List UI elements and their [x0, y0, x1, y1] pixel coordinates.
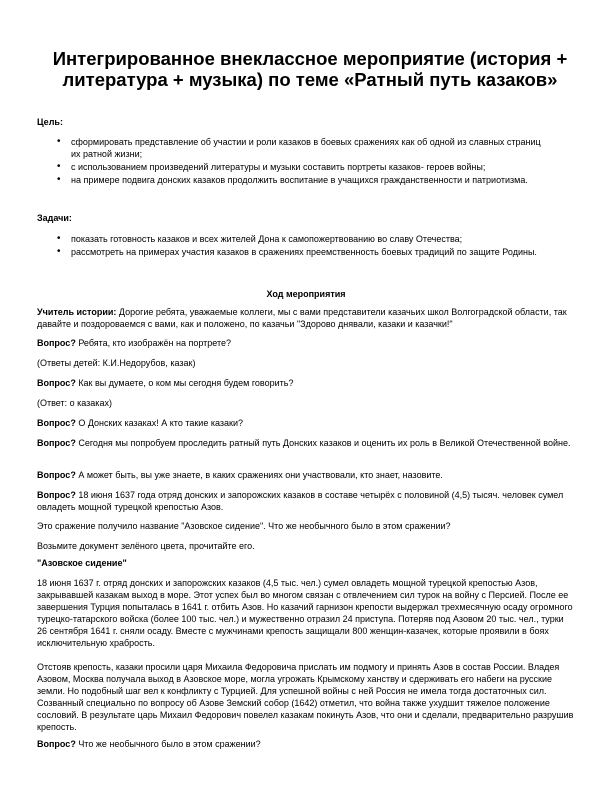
list-item: • сформировать представление об участии и роли казаков в боевых сражениях как об одной из славных страниц их ратной жизни;: [60, 136, 550, 160]
speaker: Вопрос?: [37, 490, 76, 500]
line-text: Ребята, кто изображён на портрете?: [75, 338, 231, 348]
document-paragraph: 18 июня 1637 г. отряд донских и запорожских казаков (4,5 тыс. чел.) сумел овладеть мощной турецкой крепостью Азов, закрывавшей казакам выход в море. Этот успех был во многом связан с отвлечением сил турок на войну с Персией. После ее завершения Турция попыталась в 1641 г. отбить Азов. Но казачий гарнизон крепости выдержал трехмесячную осаду огромного турецко-татарского войска (более 100 тыс. чел.) и мужественно отразил 24 приступа. Потеряв под Азовом 20 тыс. чел., турки 26 сентября 1641 г. сняли осаду. Вместе с мужчинами крепость защищали 800 женщин-казачек, которые проявили в боях исключительную храбрость.: [37, 578, 573, 648]
dialogue-line: [37, 306, 575, 330]
list-item: • на примере подвига донских казаков продолжить воспитание в учащихся гражданственности и патриотизма.: [60, 174, 550, 186]
document-paragraph: Отстояв крепость, казаки просили царя Михаила Федоровича прислать им подмогу и принять Азов в состав России. Владея Азовом, Москва получала выход в Азовское море, могла угрожать Крымскому ханству и сдерживать его набеги на русские земли. Но подобный шаг вел к конфликту с Турцией. Для успешной войны с ней Россия не имела тогда достаточных сил. Созванный специально по вопросу об Азове Земский собор (1642) отметил, что война также ухудшит тяжелое положение сословий. В результате царь Михаил Федорович повелел казакам покинуть Азов, что они и сделали, предварительно разрушив крепость.: [37, 662, 574, 732]
dialogue-line: [37, 337, 575, 349]
speaker: Учитель истории:: [37, 307, 117, 317]
dialogue-line: [37, 469, 575, 481]
line-text: (Ответы детей: К.И.Недорубов, казак): [37, 358, 196, 368]
line-text: А может быть, вы уже знаете, в каких сражениях они участвовали, кто знает, назовите.: [75, 470, 443, 480]
tasks-label: Задачи:: [37, 213, 72, 223]
line-text: Дорогие ребята, уважаемые коллеги, мы с вами представители казачьих школ Волгоградской области, так давайте и поздороваемся с вами, как и положено, по казачьи "Здорово днявали, казаки и казачки!": [37, 307, 567, 329]
speaker: Вопрос?: [37, 470, 76, 480]
speaker: Вопрос?: [37, 438, 76, 448]
dialogue-line: [37, 357, 575, 369]
line-text: (Ответ: о казаках): [37, 398, 112, 408]
speaker: Вопрос?: [37, 418, 76, 428]
line-text: Возьмите документ зелёного цвета, прочитайте его.: [37, 541, 255, 551]
line-text: О Донских казаках! А кто такие казаки?: [75, 418, 243, 428]
document-subtitle: "Азовское сидение": [37, 558, 127, 568]
tasks-list: [60, 233, 550, 259]
speaker: Вопрос?: [37, 378, 76, 388]
goal-label: Цель:: [37, 117, 63, 127]
dialogue-line: [37, 417, 575, 429]
dialogue-line: [37, 540, 575, 552]
dialogue-line: [37, 738, 575, 750]
goal-list: [60, 136, 550, 187]
dialogue-line: [37, 520, 575, 532]
line-text: Как вы думаете, о ком мы сегодня будем говорить?: [75, 378, 294, 388]
list-item: • с использованием произведений литературы и музыки составить портреты казаков- героев войны;: [60, 161, 550, 173]
list-item: • рассмотреть на примерах участия казаков в сражениях преемственность боевых традиций по защите Родины.: [60, 246, 550, 258]
dialogue-line: [37, 377, 575, 389]
line-text: Что же необычного было в этом сражении?: [75, 739, 261, 749]
document-title: Интегрированное внеклассное мероприятие (история + литература + музыка) по теме «Ратный путь казаков»: [52, 48, 568, 90]
section-heading: Ход мероприятия: [266, 289, 346, 299]
dialogue-line: [37, 437, 575, 449]
speaker: Вопрос?: [37, 739, 76, 749]
line-text: 18 июня 1637 года отряд донских и запорожских казаков в составе четырёх с половиной (4,5) тысяч. человек сумел овладеть мощной турецкой крепостью Азов.: [37, 490, 564, 512]
speaker: Вопрос?: [37, 338, 76, 348]
dialogue-line: [37, 489, 575, 513]
line-text: Сегодня мы попробуем проследить ратный путь Донских казаков и оценить их роль в Великой Отечественной войне.: [75, 438, 571, 448]
line-text: Это сражение получило название "Азовское сидение". Что же необычного было в этом сражении?: [37, 521, 451, 531]
dialogue-line: [37, 397, 575, 409]
list-item: • показать готовность казаков и всех жителей Дона к самопожертвованию во славу Отечества;: [60, 233, 550, 245]
